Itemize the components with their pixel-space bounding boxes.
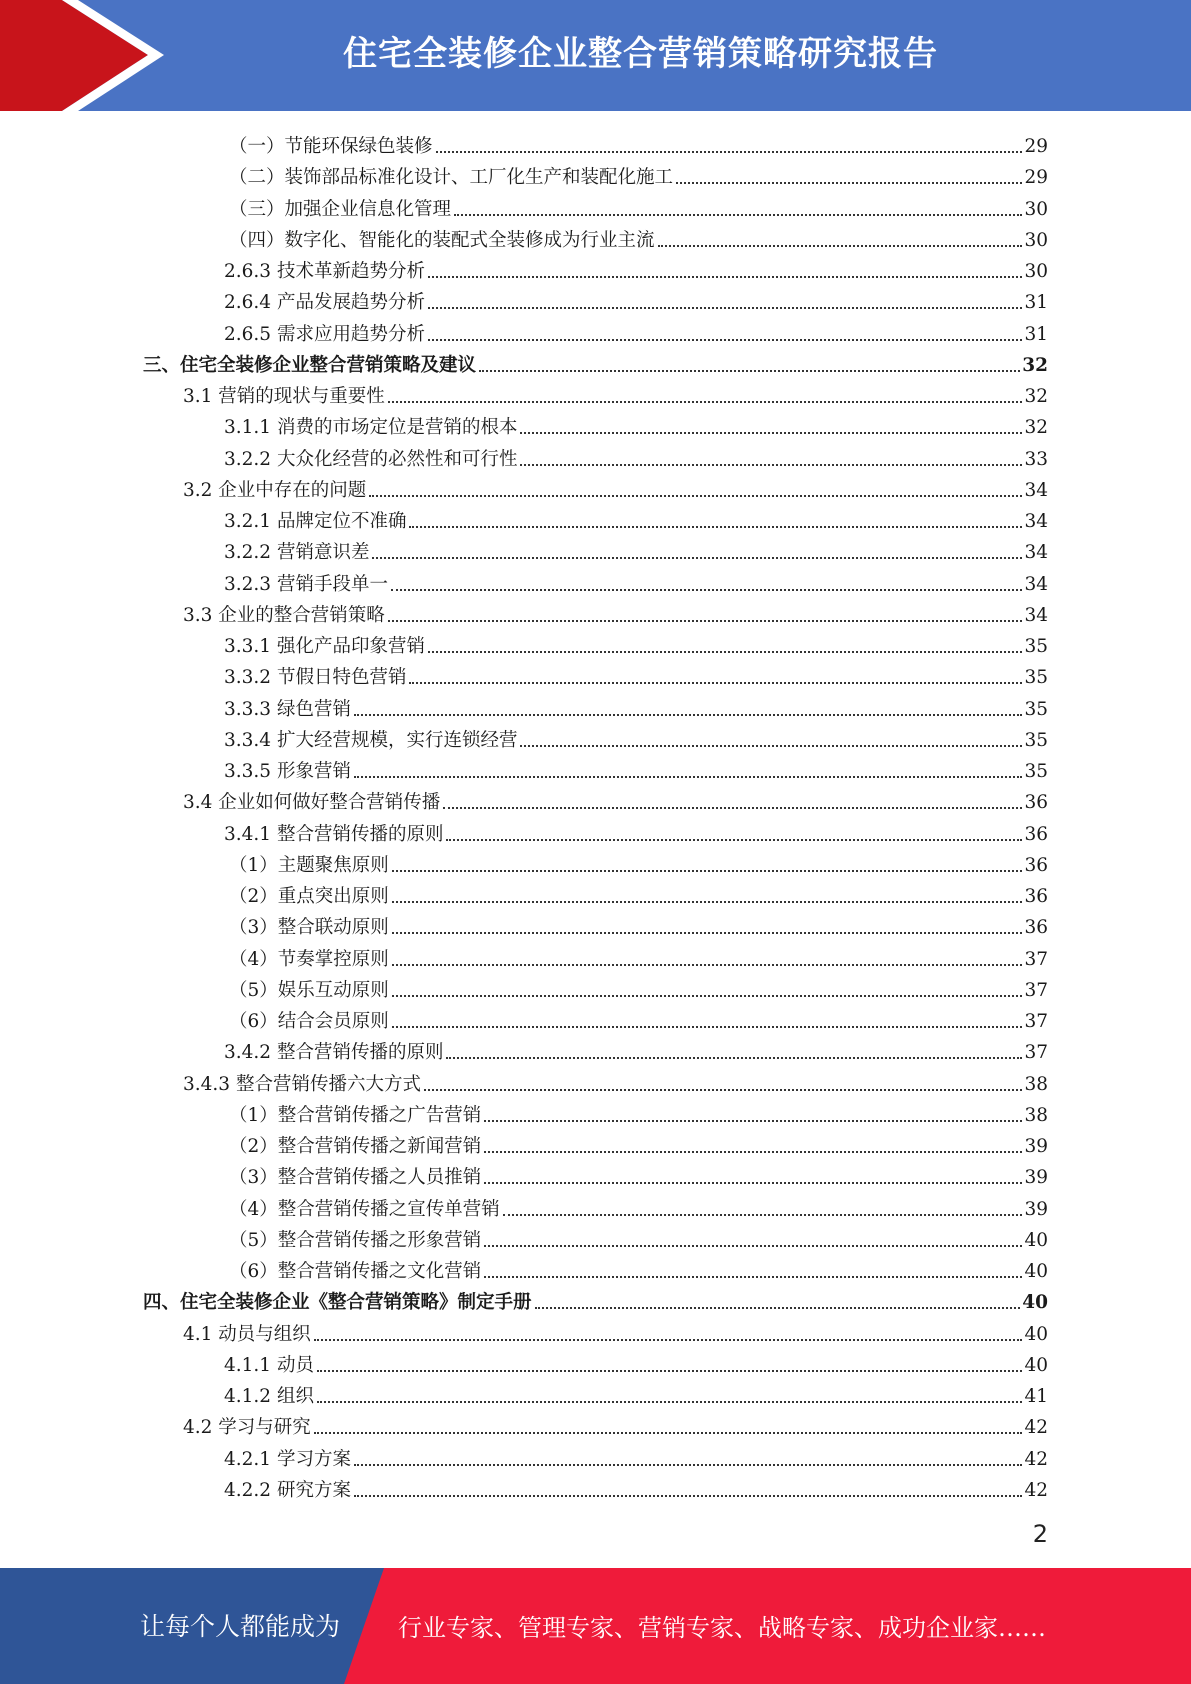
- toc-entry-page: 30: [1024, 261, 1048, 282]
- toc-entry-page: 30: [1024, 229, 1048, 251]
- toc-entry-title: 3.3.2 节假日特色营销: [224, 667, 407, 689]
- toc-entry-page: 40: [1024, 1323, 1048, 1345]
- toc-entry-title: （2）整合营销传播之新闻营销: [229, 1136, 482, 1157]
- footer-slogan-left: 让每个人都能成为: [140, 1612, 341, 1641]
- toc-entry-page: 29: [1024, 136, 1048, 157]
- toc-dot-leader: [354, 1494, 1023, 1497]
- toc-entry-title: 3.3.3 绿色营销: [224, 698, 351, 720]
- toc-entry[interactable]: [183, 378, 1048, 408]
- toc-entry-page: 37: [1024, 1042, 1048, 1064]
- toc-entry-title: 3.1 营销的现状与重要性: [183, 386, 385, 407]
- toc-entry-page: 37: [1024, 979, 1048, 1001]
- toc-dot-leader: [424, 1088, 1022, 1091]
- toc-dot-leader: [479, 369, 1020, 372]
- toc-entry[interactable]: [229, 1253, 1048, 1283]
- toc-entry-title: （1）整合营销传播之广告营销: [229, 1104, 482, 1126]
- toc-dot-leader: [446, 1056, 1022, 1059]
- toc-dot-leader: [317, 1369, 1023, 1372]
- toc-entry[interactable]: [229, 191, 1048, 221]
- toc-entry-page: 29: [1024, 167, 1048, 189]
- toc-dot-leader: [446, 838, 1022, 841]
- toc-entry-page: 40: [1024, 1261, 1048, 1282]
- toc-dot-leader: [520, 744, 1022, 747]
- toc-entry-page: 34: [1024, 573, 1048, 595]
- toc-entry[interactable]: [229, 128, 1048, 158]
- toc-entry-page: 39: [1024, 1167, 1048, 1189]
- toc-entry-page: 41: [1024, 1386, 1048, 1407]
- toc-dot-leader: [428, 275, 1022, 278]
- toc-entry-page: 40: [1022, 1292, 1048, 1314]
- toc-entry-page: 40: [1024, 1354, 1048, 1376]
- toc-entry-title: （三）加强企业信息化管理: [229, 198, 452, 220]
- toc-entry-page: 35: [1024, 636, 1048, 657]
- toc-entry[interactable]: [229, 222, 1048, 252]
- toc-entry-title: 4.2 学习与研究: [183, 1417, 311, 1439]
- toc-entry[interactable]: [224, 441, 1048, 471]
- toc-entry-page: 42: [1024, 1479, 1048, 1501]
- toc-entry-page: 31: [1024, 292, 1048, 314]
- toc-entry-title: （3）整合联动原则: [229, 917, 389, 939]
- toc-dot-leader: [392, 994, 1023, 997]
- page-number: 2: [1032, 1520, 1048, 1548]
- toc-entry[interactable]: [224, 316, 1048, 346]
- toc-entry-page: 36: [1024, 886, 1048, 907]
- toc-dot-leader: [392, 900, 1023, 903]
- toc-entry-title: 3.2.3 营销手段单一: [224, 573, 388, 595]
- toc-dot-leader: [484, 1150, 1022, 1153]
- toc-entry-title: 四、住宅全装修企业《整合营销策略》制定手册: [143, 1292, 532, 1314]
- toc-dot-leader: [428, 306, 1022, 309]
- toc-dot-leader: [676, 181, 1022, 184]
- toc-dot-leader: [354, 1463, 1023, 1466]
- toc-entry[interactable]: [183, 1316, 1048, 1346]
- toc-entry[interactable]: [143, 1284, 1048, 1314]
- toc-entry-page: 32: [1024, 386, 1048, 407]
- toc-entry-page: 34: [1024, 542, 1048, 564]
- toc-entry-title: 3.4.1 整合营销传播的原则: [224, 823, 444, 845]
- toc-entry-title: （5）整合营销传播之形象营销: [229, 1229, 482, 1251]
- toc-dot-leader: [454, 213, 1022, 216]
- toc-entry[interactable]: [224, 1472, 1048, 1502]
- toc-entry-page: 35: [1024, 698, 1048, 720]
- toc-entry-title: （1）主题聚焦原则: [229, 854, 389, 876]
- toc-entry[interactable]: [229, 972, 1048, 1002]
- toc-dot-leader: [658, 244, 1023, 247]
- toc-dot-leader: [520, 431, 1022, 434]
- toc-entry-title: 2.6.5 需求应用趋势分析: [224, 323, 425, 345]
- toc-entry-title: （2）重点突出原则: [229, 886, 389, 907]
- toc-entry-page: 35: [1024, 667, 1048, 689]
- toc-entry[interactable]: [224, 628, 1048, 658]
- toc-entry[interactable]: [224, 253, 1048, 283]
- toc-dot-leader: [317, 1400, 1023, 1403]
- page-header: [0, 0, 1191, 111]
- toc-entry-title: 3.4 企业如何做好整合营销传播: [183, 792, 441, 814]
- toc-entry[interactable]: [224, 816, 1048, 846]
- toc-entry[interactable]: [229, 159, 1048, 189]
- toc-entry-title: 3.2.1 品牌定位不准确: [224, 511, 407, 532]
- toc-entry[interactable]: [224, 1347, 1048, 1377]
- toc-entry[interactable]: [229, 1191, 1048, 1221]
- toc-entry-page: 39: [1024, 1198, 1048, 1220]
- toc-entry-title: 3.3.1 强化产品印象营销: [224, 636, 425, 657]
- toc-entry-title: （4）整合营销传播之宣传单营销: [229, 1198, 500, 1220]
- toc-entry[interactable]: [229, 1003, 1048, 1033]
- toc-entry-title: 3.2.2 营销意识差: [224, 542, 370, 564]
- toc-entry-page: 36: [1024, 823, 1048, 845]
- toc-entry-page: 35: [1024, 761, 1048, 782]
- toc-dot-leader: [392, 963, 1023, 966]
- toc-entry-title: 4.1.2 组织: [224, 1386, 314, 1407]
- toc-entry-page: 32: [1024, 417, 1048, 439]
- toc-entry[interactable]: [224, 722, 1048, 752]
- toc-entry-page: 40: [1024, 1229, 1048, 1251]
- toc-entry-title: 3.1.1 消费的市场定位是营销的根本: [224, 417, 518, 439]
- toc-entry-page: 31: [1024, 323, 1048, 345]
- toc-dot-leader: [503, 1213, 1023, 1216]
- toc-entry-title: 3.3.5 形象营销: [224, 761, 351, 782]
- toc-dot-leader: [354, 713, 1023, 716]
- toc-entry-page: 30: [1024, 198, 1048, 220]
- toc-entry-title: 3.4.2 整合营销传播的原则: [224, 1042, 444, 1064]
- toc-entry[interactable]: [229, 941, 1048, 971]
- toc-dot-leader: [372, 556, 1022, 559]
- toc-entry[interactable]: [224, 753, 1048, 783]
- toc-entry[interactable]: [183, 472, 1048, 502]
- toc-entry-title: 3.3 企业的整合营销策略: [183, 604, 385, 626]
- toc-dot-leader: [443, 806, 1022, 809]
- toc-entry-page: 37: [1024, 948, 1048, 970]
- toc-dot-leader: [314, 1338, 1023, 1341]
- toc-dot-leader: [369, 494, 1022, 497]
- toc-entry-title: 3.3.4 扩大经营规模，实行连锁经营: [224, 729, 518, 751]
- toc-entry-page: 39: [1024, 1136, 1048, 1157]
- toc-entry[interactable]: [224, 534, 1048, 564]
- toc-entry-title: （3）整合营销传播之人员推销: [229, 1167, 482, 1189]
- toc-entry-page: 36: [1024, 917, 1048, 939]
- toc-entry-title: （6）结合会员原则: [229, 1011, 389, 1032]
- toc-entry[interactable]: [224, 566, 1048, 596]
- toc-dot-leader: [391, 588, 1022, 591]
- toc-entry[interactable]: [229, 847, 1048, 877]
- toc-entry[interactable]: [229, 1128, 1048, 1158]
- toc-entry[interactable]: [143, 347, 1048, 377]
- toc-dot-leader: [354, 775, 1023, 778]
- toc-entry[interactable]: [224, 691, 1048, 721]
- toc-entry-page: 38: [1024, 1073, 1048, 1095]
- toc-dot-leader: [388, 619, 1023, 622]
- toc-entry-title: 3.2 企业中存在的问题: [183, 479, 367, 501]
- toc-dot-leader: [314, 1431, 1023, 1434]
- toc-entry-title: 三、住宅全装修企业整合营销策略及建议: [143, 354, 477, 376]
- toc-entry[interactable]: [224, 659, 1048, 689]
- toc-entry-title: （四）数字化、智能化的装配式全装修成为行业主流: [229, 229, 655, 251]
- toc-entry[interactable]: [224, 409, 1048, 439]
- toc-entry-page: 32: [1022, 354, 1048, 376]
- report-title: 住宅全装修企业整合营销策略研究报告: [343, 34, 938, 74]
- toc-entry-title: 3.2.2 大众化经营的必然性和可行性: [224, 448, 518, 470]
- toc-entry[interactable]: [224, 503, 1048, 533]
- toc-entry-title: 2.6.3 技术革新趋势分析: [224, 261, 425, 282]
- toc-entry-title: （一）节能环保绿色装修: [229, 136, 433, 157]
- toc-entry[interactable]: [229, 878, 1048, 908]
- toc-entry[interactable]: [229, 1222, 1048, 1252]
- toc-dot-leader: [392, 931, 1023, 934]
- toc-dot-leader: [392, 869, 1023, 872]
- toc-entry[interactable]: [183, 1409, 1048, 1439]
- toc-dot-leader: [409, 681, 1022, 684]
- toc-entry-page: 34: [1024, 511, 1048, 532]
- page-footer: [0, 1568, 1191, 1684]
- toc-dot-leader: [520, 463, 1022, 466]
- toc-dot-leader: [428, 338, 1022, 341]
- toc-entry[interactable]: [229, 1159, 1048, 1189]
- toc-entry-page: 33: [1024, 448, 1048, 470]
- toc-entry-title: 4.2.2 研究方案: [224, 1479, 351, 1501]
- toc-entry-title: （4）节奏掌控原则: [229, 948, 389, 970]
- toc-entry-page: 42: [1024, 1448, 1048, 1470]
- toc-dot-leader: [409, 525, 1022, 528]
- toc-dot-leader: [484, 1275, 1022, 1278]
- toc-entry-page: 34: [1024, 604, 1048, 626]
- toc-entry-page: 36: [1024, 792, 1048, 814]
- toc-entry[interactable]: [224, 1378, 1048, 1408]
- toc-entry[interactable]: [229, 1097, 1048, 1127]
- toc-entry-title: 3.4.3 整合营销传播六大方式: [183, 1073, 421, 1095]
- toc-entry[interactable]: [183, 597, 1048, 627]
- toc-dot-leader: [535, 1306, 1021, 1309]
- toc-entry-page: 34: [1024, 479, 1048, 501]
- toc-entry-title: 4.2.1 学习方案: [224, 1448, 351, 1470]
- toc-entry-page: 35: [1024, 729, 1048, 751]
- toc-entry-title: （二）装饰部品标准化设计、工厂化生产和装配化施工: [229, 167, 674, 189]
- toc-entry-page: 37: [1024, 1011, 1048, 1032]
- toc-dot-leader: [428, 650, 1022, 653]
- toc-entry-title: 4.1.1 动员: [224, 1354, 314, 1376]
- toc-entry[interactable]: [229, 909, 1048, 939]
- toc-entry-page: 36: [1024, 854, 1048, 876]
- toc-entry-page: 42: [1024, 1417, 1048, 1439]
- toc-entry[interactable]: [224, 284, 1048, 314]
- toc-entry-title: （5）娱乐互动原则: [229, 979, 389, 1001]
- toc-dot-leader: [392, 1025, 1023, 1028]
- toc-dot-leader: [484, 1119, 1022, 1122]
- toc-entry-title: 4.1 动员与组织: [183, 1323, 311, 1345]
- toc-entry[interactable]: [224, 1034, 1048, 1064]
- footer-slogan-right: 行业专家、管理专家、营销专家、战略专家、成功企业家……: [398, 1614, 1046, 1642]
- toc-entry-title: 2.6.4 产品发展趋势分析: [224, 292, 425, 314]
- toc-entry[interactable]: [183, 1066, 1048, 1096]
- toc-dot-leader: [388, 400, 1023, 403]
- toc-entry[interactable]: [224, 1441, 1048, 1471]
- toc-dot-leader: [436, 150, 1023, 153]
- toc-entry[interactable]: [183, 784, 1048, 814]
- toc-entry-page: 38: [1024, 1104, 1048, 1126]
- toc-dot-leader: [484, 1181, 1022, 1184]
- toc-dot-leader: [484, 1244, 1022, 1247]
- toc-entry-title: （6）整合营销传播之文化营销: [229, 1261, 482, 1282]
